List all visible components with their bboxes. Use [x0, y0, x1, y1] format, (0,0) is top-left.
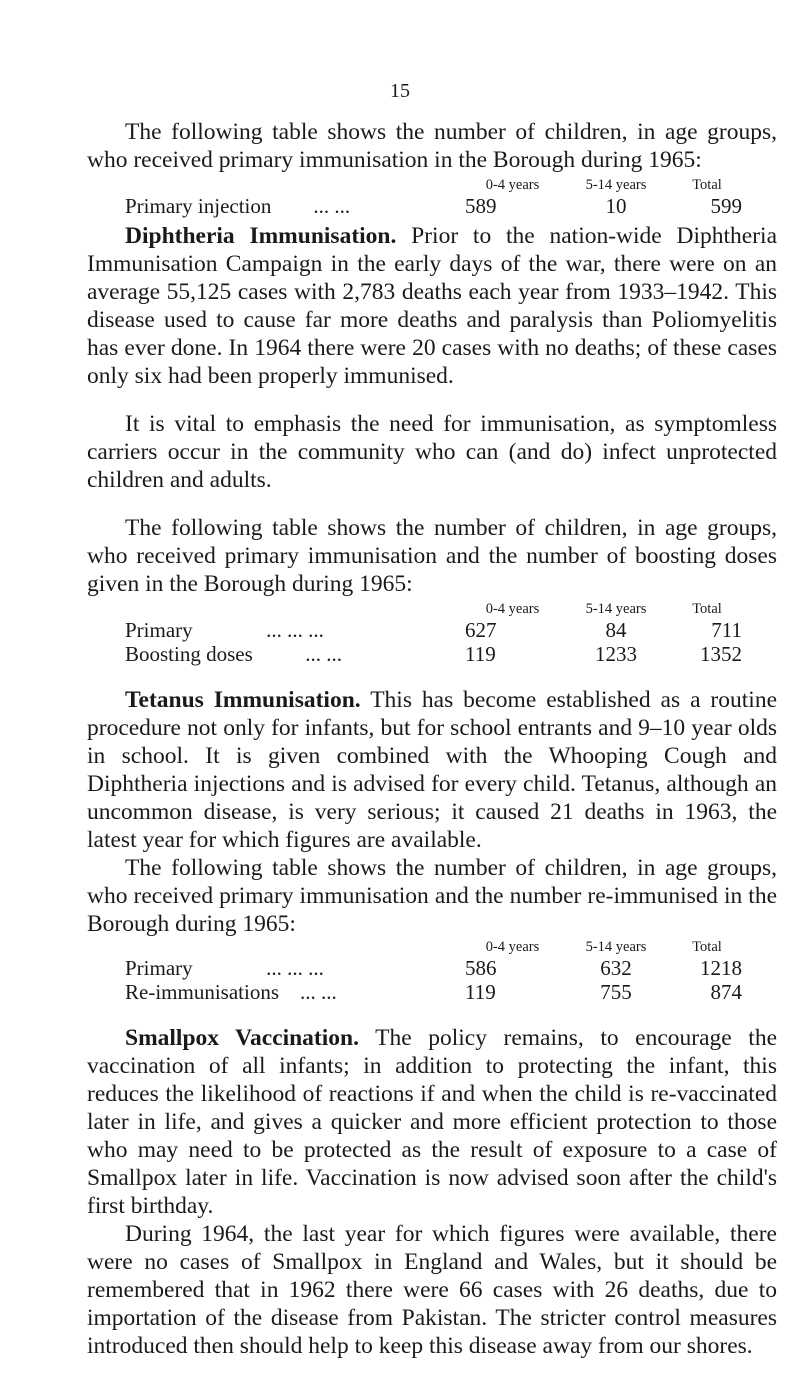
column-header: 0-4 years: [485, 601, 540, 617]
intro-paragraph-table3: The following table shows the number of children, in age groups, who received primary immunisation and the number re-immunised in the Borough during 1965:: [87, 855, 777, 937]
intro-paragraph-table1: The following table shows the number of children, in age groups, who received primary immunisation in the Borough during 1965:: [87, 119, 777, 173]
table-cell: 589: [465, 194, 497, 218]
re-immunisation-table: [87, 938, 742, 1004]
table-row: [87, 642, 742, 666]
table-cell: 10: [605, 194, 627, 218]
row-label: Boosting doses ... ...: [125, 642, 343, 666]
page-content: [87, 118, 777, 1360]
table-cell: 586: [465, 956, 497, 980]
table-header-row: [87, 938, 742, 956]
table-header-row: [87, 176, 742, 194]
section-heading: Tetanus Immunisation.: [125, 687, 361, 713]
primary-injection-table: [87, 176, 742, 218]
table-cell: 599: [710, 194, 742, 218]
table-cell: 1352: [700, 642, 742, 666]
table-cell: 711: [711, 618, 742, 642]
row-label: Primary ... ... ...: [125, 618, 324, 642]
column-header: Total: [692, 601, 722, 617]
row-label: Primary ... ... ...: [125, 956, 324, 980]
boosting-doses-table: [87, 600, 742, 666]
table-cell: 627: [465, 618, 497, 642]
column-header: 0-4 years: [485, 177, 540, 193]
table-cell: 119: [465, 642, 496, 666]
table-cell: 755: [600, 980, 632, 1004]
column-header: 5-14 years: [585, 939, 647, 955]
tetanus-paragraph: Tetanus Immunisation. This has become established as a routine procedure not only for infants, but for school entrants and 9–10 year olds in school. It is given combined with the Whooping Cough and Diphtheria injections and is advised for every child. Tetanus, although an uncommon disease, is very serious; it caused 21 deaths in 1963, the latest year for which figures are available.: [87, 687, 778, 853]
section-heading: Diphtheria Immunisation.: [125, 223, 397, 249]
column-header: Total: [692, 177, 722, 193]
smallpox-1964-paragraph: During 1964, the last year for which figures were available, there were no cases of Smallpox in England and Wales, but it should be remembered that in 1962 there were 66 cases with 26 deaths, due to importation of the disease from Pakistan. The stricter control measures introduced then should help to keep this disease away from our shores.: [87, 1221, 777, 1359]
diphtheria-paragraph: Diphtheria Immunisation. Prior to the nation-wide Diphtheria Immunisation Campaign in the early days of the war, there were on an average 55,125 cases with 2,783 deaths each year from 1933–1942. This disease used to cause far more deaths and paralysis than Poliomyelitis has ever done. In 1964 there were 20 cases with no deaths; of these cases only six had been properly immunised.: [87, 223, 777, 389]
row-label: Re-immunisations ... ...: [125, 980, 337, 1004]
column-header: 5-14 years: [585, 177, 647, 193]
table-cell: 1233: [595, 642, 637, 666]
table-header-row: [87, 600, 742, 618]
smallpox-paragraph: Smallpox Vaccination. The policy remains, to encourage the vaccination of all infants; in addition to protecting the infant, this reduces the likelihood of reactions if and when the child is re-vaccinated later in life, and gives a quicker and more efficient protection to those who may need to be protected as the result of exposure to a case of Smallpox later in life. Vaccination is now advised soon after the child's first birthday.: [87, 1025, 777, 1219]
table-row: [87, 618, 742, 642]
table-row: [87, 956, 742, 980]
table-cell: 84: [605, 618, 627, 642]
table-cell: 1218: [700, 956, 742, 980]
table-cell: 632: [600, 956, 632, 980]
table-row: [87, 980, 742, 1004]
table-cell: 119: [465, 980, 496, 1004]
column-header: 0-4 years: [485, 939, 540, 955]
row-label: Primary injection ... ...: [125, 194, 351, 218]
symptomless-carriers-paragraph: It is vital to emphasis the need for immunisation, as symptomless carriers occur in the community who can (and do) infect unprotected children and adults.: [87, 411, 777, 493]
page-number: 15: [390, 80, 410, 102]
table-row: [87, 194, 742, 218]
table-cell: 874: [710, 980, 742, 1004]
section-heading: Smallpox Vaccination.: [125, 1025, 359, 1051]
intro-paragraph-table2: The following table shows the number of children, in age groups, who received primary immunisation and the number of boosting doses given in the Borough during 1965:: [87, 515, 777, 597]
column-header: Total: [692, 939, 722, 955]
column-header: 5-14 years: [585, 601, 647, 617]
